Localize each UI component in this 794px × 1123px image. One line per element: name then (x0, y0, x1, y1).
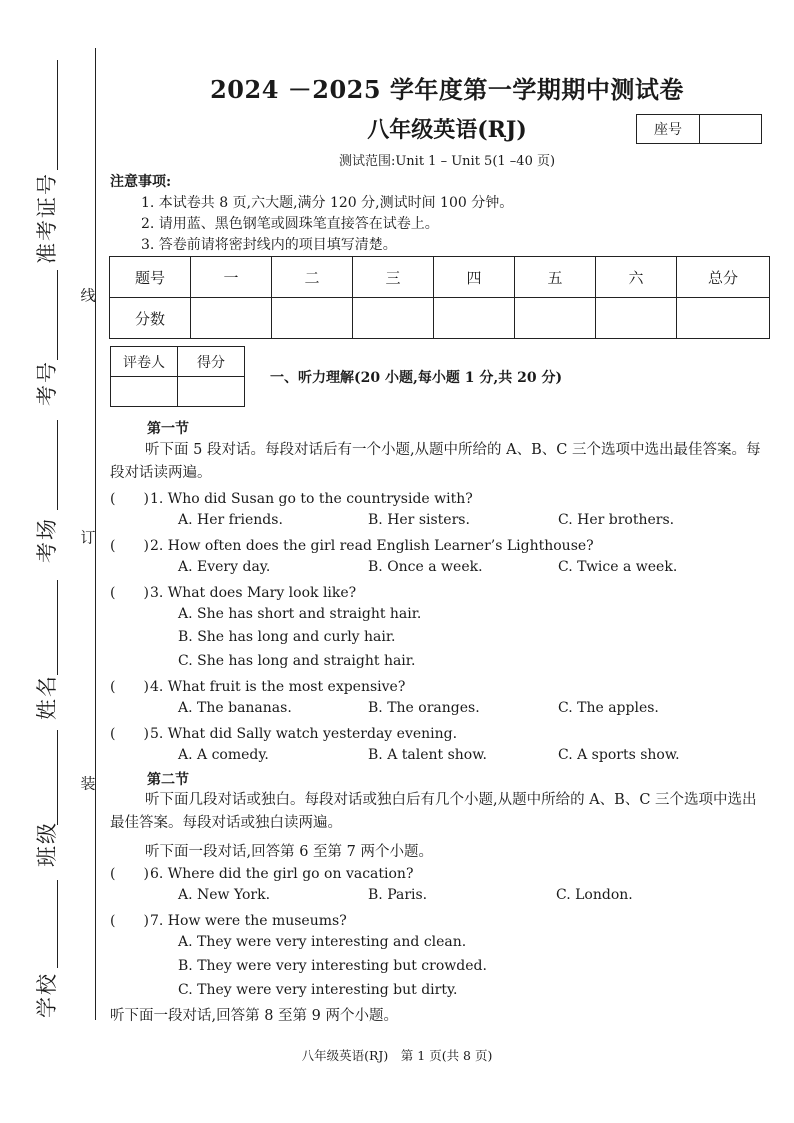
option-c: C. The apples. (558, 700, 659, 716)
seat-label: 座号 (637, 115, 700, 143)
seal-char-xian: 线 (80, 286, 96, 305)
score-header-cell: 六 (596, 257, 677, 298)
exam-no-blank[interactable] (57, 270, 58, 360)
option-a: A. The bananas. (178, 700, 292, 716)
seat-number-input[interactable] (700, 115, 761, 143)
test-scope: 测试范围:Unit 1 – Unit 5(1 –40 页) (338, 154, 556, 169)
reviewer-box (110, 346, 245, 407)
notes-heading: 注意事项: (110, 174, 172, 190)
option-b: B. A talent show. (368, 747, 487, 763)
exam-room-label: 考场 (35, 517, 59, 563)
instruction-8-9: 听下面一段对话,回答第 8 至第 9 两个小题。 (110, 1008, 398, 1024)
question-stem: 7. How were the museums? (150, 913, 347, 929)
score-row-label: 分数 (110, 298, 191, 339)
seal-char-ding: 订 (80, 528, 96, 547)
option-c: C. Her brothers. (558, 512, 675, 528)
question-stem: 1. Who did Susan go to the countryside with? (150, 491, 473, 507)
option-c: C. Twice a week. (558, 559, 678, 575)
score-header-cell: 四 (434, 257, 515, 298)
option-b: B. Her sisters. (368, 512, 470, 528)
option-c: C. She has long and straight hair. (178, 653, 416, 669)
score-header-cell: 二 (272, 257, 353, 298)
score-header-cell: 题号 (110, 257, 191, 298)
option-b: B. Once a week. (368, 559, 483, 575)
option-b: B. They were very interesting but crowded. (178, 958, 487, 974)
question-stem: 6. Where did the girl go on vacation? (150, 866, 414, 882)
option-b: B. Paris. (368, 887, 428, 903)
exam-no-label: 考号 (35, 360, 59, 406)
option-c: C. London. (556, 887, 633, 903)
option-a: A. New York. (178, 887, 271, 903)
question-6 (110, 863, 413, 883)
question-stem: 2. How often does the girl read English Learner’s Lighthouse? (150, 538, 594, 554)
school-blank[interactable] (57, 880, 58, 968)
score-cell[interactable] (596, 298, 677, 339)
name-label: 姓名 (35, 674, 59, 720)
question-2 (110, 535, 594, 555)
section2-instructions: 听下面几段对话或独白。每段对话或独白后有几个小题,从题中所给的 A、B、C 三个选项中选出最佳答案。每段对话或独白读两遍。 (110, 792, 757, 831)
notes (110, 172, 513, 256)
option-a: A. She has short and straight hair. (178, 606, 422, 622)
answer-blank[interactable]: ( ) (110, 866, 149, 882)
score-cell[interactable] (677, 298, 770, 339)
seal-char-zhuang: 装 (80, 774, 96, 793)
option-a: A. Every day. (178, 559, 271, 575)
score-cell[interactable] (353, 298, 434, 339)
question-1 (110, 488, 473, 508)
score-cell[interactable] (191, 298, 272, 339)
answer-blank[interactable]: ( ) (110, 491, 149, 507)
score-label: 得分 (178, 347, 245, 377)
answer-blank[interactable]: ( ) (110, 585, 149, 601)
class-label: 班级 (35, 821, 59, 867)
exam-id-label: 准考证号 (35, 172, 59, 264)
score-header-cell: 总分 (677, 257, 770, 298)
part1-title: 一、听力理解(20 小题,每小题 1 分,共 20 分) (270, 370, 563, 386)
class-blank[interactable] (57, 730, 58, 825)
name-blank[interactable] (57, 580, 58, 675)
grader-label: 评卷人 (111, 347, 178, 377)
note-item: 3. 答卷前请将密封线内的项目填写清楚。 (141, 237, 397, 253)
question-stem: 3. What does Mary look like? (150, 585, 357, 601)
question-4 (110, 676, 405, 696)
exam-title: 2024 －2025 学年度第一学期期中测试卷 (210, 75, 684, 104)
seat-number-box (636, 114, 762, 144)
option-c: C. They were very interesting but dirty. (178, 982, 458, 998)
instruction-6-7: 听下面一段对话,回答第 6 至第 7 两个小题。 (145, 844, 433, 860)
answer-blank[interactable]: ( ) (110, 913, 149, 929)
note-item: 1. 本试卷共 8 页,六大题,满分 120 分,测试时间 100 分钟。 (141, 195, 514, 211)
grader-cell[interactable] (111, 377, 178, 407)
section2-heading: 第二节 (147, 772, 189, 788)
note-item: 2. 请用蓝、黑色钢笔或圆珠笔直接答在试卷上。 (141, 216, 439, 232)
option-a: A. They were very interesting and clean. (178, 934, 467, 950)
option-a: A. A comedy. (178, 747, 269, 763)
option-a: A. Her friends. (178, 512, 283, 528)
answer-blank[interactable]: ( ) (110, 679, 149, 695)
score-header-cell: 五 (515, 257, 596, 298)
question-7 (110, 910, 347, 930)
question-5 (110, 723, 457, 743)
option-b: B. She has long and curly hair. (178, 629, 396, 645)
score-cell[interactable] (434, 298, 515, 339)
score-value-cell[interactable] (178, 377, 245, 407)
page-footer: 八年级英语(RJ) 第 1 页(共 8 页) (301, 1048, 493, 1063)
score-cell[interactable] (272, 298, 353, 339)
exam-room-blank[interactable] (57, 420, 58, 510)
score-cell[interactable] (515, 298, 596, 339)
score-header-cell: 三 (353, 257, 434, 298)
score-header-cell: 一 (191, 257, 272, 298)
score-table (109, 256, 770, 339)
question-3 (110, 582, 356, 602)
option-c: C. A sports show. (558, 747, 680, 763)
section1-instructions: 听下面 5 段对话。每段对话后有一个小题,从题中所给的 A、B、C 三个选项中选出最佳答案。每段对话读两遍。 (110, 442, 761, 481)
section1-heading: 第一节 (147, 421, 189, 437)
question-stem: 5. What did Sally watch yesterday evening. (150, 726, 458, 742)
question-stem: 4. What fruit is the most expensive? (150, 679, 406, 695)
exam-subtitle: 八年级英语(RJ) (367, 117, 527, 143)
answer-blank[interactable]: ( ) (110, 538, 149, 554)
option-b: B. The oranges. (368, 700, 480, 716)
exam-id-blank[interactable] (57, 60, 58, 170)
answer-blank[interactable]: ( ) (110, 726, 149, 742)
school-label: 学校 (35, 972, 59, 1018)
